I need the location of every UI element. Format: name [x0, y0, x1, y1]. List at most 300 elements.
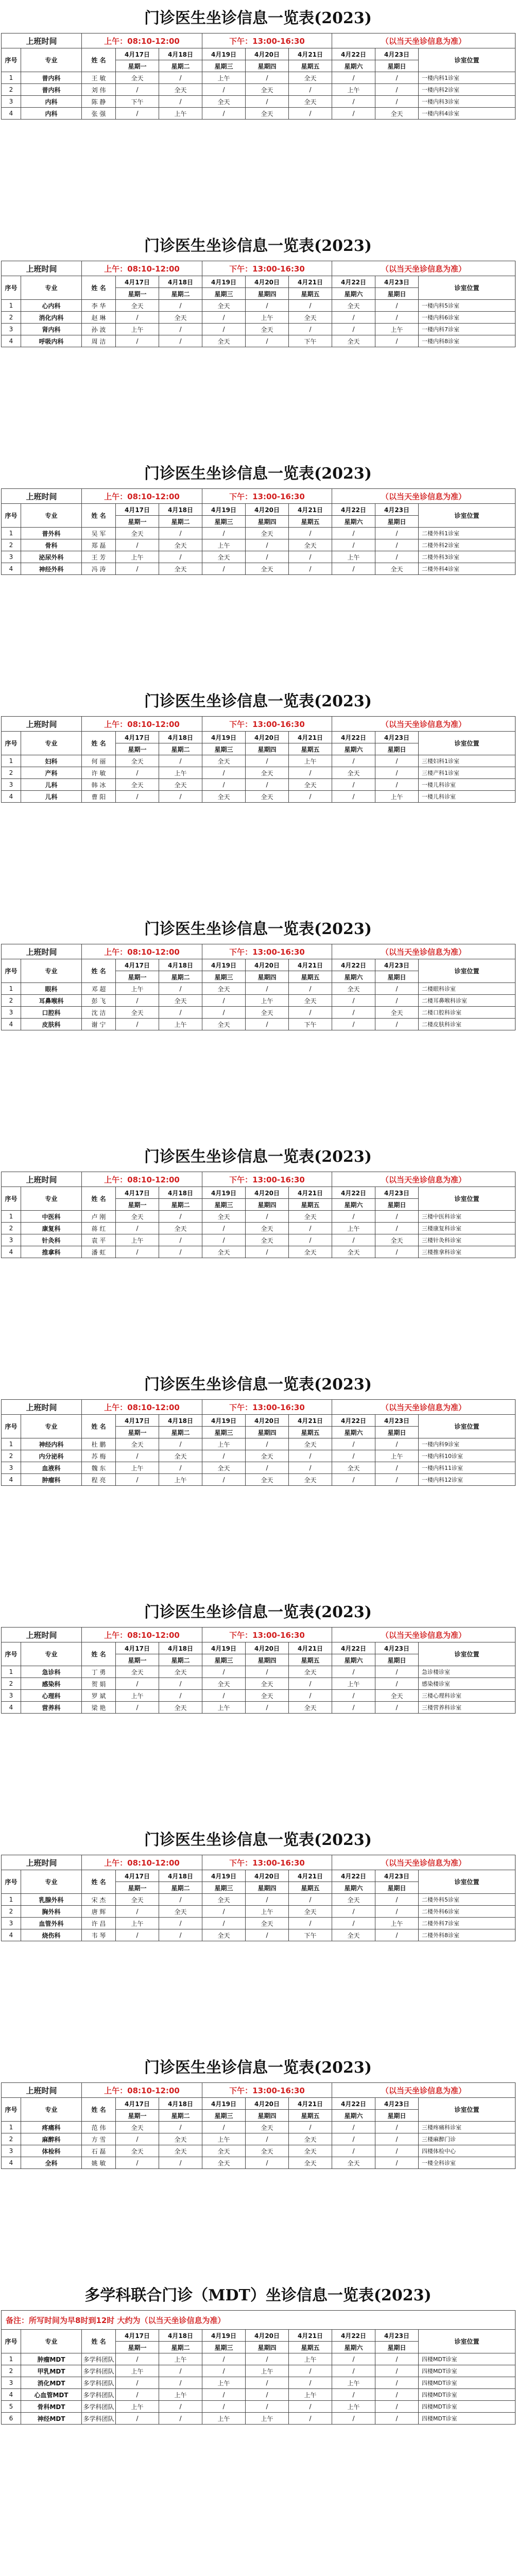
row-room: 一楼内科2诊室: [419, 84, 515, 96]
schedule-cell: 下午: [289, 1019, 332, 1030]
date-header: 4月23日: [375, 2330, 419, 2342]
schedule-cell: 全天: [202, 551, 246, 563]
schedule-cell: 上午: [375, 1450, 419, 1462]
row-room: 一楼儿科诊室: [419, 779, 515, 791]
schedule-cell: 全天: [289, 96, 332, 108]
schedule-cell: 全天: [332, 1462, 375, 1474]
schedule-cell: 全天: [332, 767, 375, 779]
weekday-header: 星期三: [202, 2110, 246, 2122]
hours-row: [2, 1172, 515, 1187]
hours-row: [2, 717, 515, 732]
schedule-cell: /: [332, 1019, 375, 1030]
table-row: [2, 1019, 515, 1030]
col-no-header: 序号: [2, 1415, 21, 1438]
col-room-header: 诊室位置: [419, 1415, 515, 1438]
schedule-cell: /: [289, 1690, 332, 1702]
col-name-header: 姓 名: [82, 1415, 116, 1438]
row-room: 二楼眼科诊室: [419, 983, 515, 995]
date-header: 4月21日: [289, 504, 332, 516]
schedule-cell: /: [246, 1894, 289, 1906]
schedule-cell: /: [202, 2389, 246, 2401]
col-no-header: 序号: [2, 2098, 21, 2122]
row-name: 曹 阳: [82, 791, 116, 803]
schedule-cell: /: [202, 1666, 246, 1678]
col-no-header: 序号: [2, 732, 21, 755]
table-row: [2, 2157, 515, 2169]
schedule-cell: /: [202, 1918, 246, 1929]
row-no: 1: [2, 1894, 21, 1906]
row-dept: 产科: [21, 767, 82, 779]
date-header: 4月20日: [246, 1415, 289, 1427]
row-room: 二楼外科7诊室: [419, 1918, 515, 1929]
row-name: 贺 娟: [82, 1678, 116, 1690]
schedule-cell: /: [246, 96, 289, 108]
row-room: 四楼体检中心: [419, 2145, 515, 2157]
table-row: [2, 528, 515, 539]
row-no: 3: [2, 2377, 21, 2389]
weekday-header: 星期一: [116, 288, 159, 300]
schedule-cell: /: [116, 2377, 159, 2389]
row-no: 1: [2, 1666, 21, 1678]
schedule-cell: 上午: [246, 1906, 289, 1918]
row-dept: 呼吸内科: [21, 335, 82, 347]
date-header: 4月21日: [289, 276, 332, 288]
schedule-cell: /: [332, 2122, 375, 2133]
row-dept: 口腔科: [21, 1007, 82, 1019]
row-no: 1: [2, 755, 21, 767]
schedule-cell: /: [246, 2389, 289, 2401]
col-room-header: 诊室位置: [419, 2098, 515, 2122]
schedule-cell: 全天: [289, 2157, 332, 2169]
date-header: 4月23日: [375, 2098, 419, 2110]
schedule-cell: /: [289, 767, 332, 779]
schedule-cell: /: [202, 1690, 246, 1702]
weekday-header: 星期六: [332, 743, 375, 755]
schedule-cell: 上午: [202, 2413, 246, 2425]
row-no: 5: [2, 2401, 21, 2413]
schedule-cell: 全天: [289, 1438, 332, 1450]
schedule-cell: 全天: [202, 755, 246, 767]
weekday-header: 星期日: [375, 743, 419, 755]
row-room: 二楼口腔科诊室: [419, 1007, 515, 1019]
hours-row: [2, 1628, 515, 1642]
row-dept: 儿科: [21, 779, 82, 791]
schedule-cell: /: [246, 2157, 289, 2169]
schedule-cell: /: [246, 2377, 289, 2389]
schedule-cell: 全天: [246, 2122, 289, 2133]
schedule-cell: 全天: [116, 779, 159, 791]
hours-row: [2, 33, 515, 48]
row-no: 4: [2, 1474, 21, 1486]
col-room-header: 诊室位置: [419, 1642, 515, 1666]
schedule-cell: 全天: [246, 1450, 289, 1462]
schedule-cell: /: [332, 1234, 375, 1246]
am-hours: 上午：08:10-12:00: [82, 261, 202, 276]
schedule-cell: /: [202, 1906, 246, 1918]
row-no: 1: [2, 1438, 21, 1450]
schedule-cell: /: [202, 779, 246, 791]
weekday-header: 星期一: [116, 1882, 159, 1894]
schedule-cell: /: [375, 2122, 419, 2133]
block-spacer: [0, 803, 516, 911]
row-name: 方 雪: [82, 2133, 116, 2145]
row-no: 3: [2, 2145, 21, 2157]
table-row: [2, 2413, 515, 2425]
date-header: 4月20日: [246, 2098, 289, 2110]
weekday-header: 星期二: [159, 288, 202, 300]
schedule-cell: /: [246, 335, 289, 347]
schedule-cell: /: [202, 324, 246, 335]
row-no: 6: [2, 2413, 21, 2425]
date-header: 4月17日: [116, 1870, 159, 1882]
date-header: 4月22日: [332, 732, 375, 743]
schedule-cell: /: [246, 1211, 289, 1223]
date-header: 4月18日: [159, 2098, 202, 2110]
weekday-header: 星期六: [332, 1882, 375, 1894]
hours-label: 上班时间: [2, 1628, 82, 1642]
date-header: 4月19日: [202, 1870, 246, 1882]
schedule-cell: /: [332, 1690, 375, 1702]
row-room: 二楼耳鼻喉科诊室: [419, 995, 515, 1007]
hours-row: [2, 2083, 515, 2098]
schedule-cell: 全天: [116, 1211, 159, 1223]
weekday-header: 星期日: [375, 288, 419, 300]
row-name: 谢 宁: [82, 1019, 116, 1030]
schedule-cell: /: [289, 983, 332, 995]
row-no: 4: [2, 1929, 21, 1941]
weekday-header: 星期二: [159, 2110, 202, 2122]
row-name: 唐 辉: [82, 1906, 116, 1918]
schedule-cell: /: [202, 84, 246, 96]
schedule-table: [1, 1855, 515, 1941]
table-row: [2, 2133, 515, 2145]
weekday-header: 星期三: [202, 1427, 246, 1438]
weekday-header: 星期六: [332, 971, 375, 983]
schedule-block: [0, 1139, 516, 1258]
row-no: 3: [2, 779, 21, 791]
row-no: 4: [2, 791, 21, 803]
date-header: 4月17日: [116, 1187, 159, 1199]
am-hours: 上午：08:10-12:00: [82, 1172, 202, 1187]
date-header: 4月18日: [159, 276, 202, 288]
schedule-cell: /: [375, 2133, 419, 2145]
schedule-cell: 上午: [116, 1690, 159, 1702]
table-row: [2, 1906, 515, 1918]
weekday-header: 星期五: [289, 1427, 332, 1438]
schedule-cell: 全天: [202, 1019, 246, 1030]
schedule-cell: /: [332, 1450, 375, 1462]
row-room: 一楼内科5诊室: [419, 300, 515, 312]
schedule-cell: 上午: [116, 1918, 159, 1929]
table-row: [2, 1450, 515, 1462]
row-no: 2: [2, 995, 21, 1007]
pm-hours: 下午：13:00-16:30: [202, 1628, 332, 1642]
schedule-cell: /: [289, 1894, 332, 1906]
schedule-block: [0, 0, 516, 120]
weekday-header: 星期日: [375, 1427, 419, 1438]
am-hours: 上午：08:10-12:00: [82, 944, 202, 959]
hours-label: 上班时间: [2, 1172, 82, 1187]
date-header: 4月18日: [159, 1642, 202, 1654]
row-no: 3: [2, 96, 21, 108]
schedule-cell: 全天: [246, 1690, 289, 1702]
schedule-cell: 全天: [332, 1894, 375, 1906]
table-row: [2, 1211, 515, 1223]
schedule-cell: 全天: [202, 1211, 246, 1223]
table-row: [2, 300, 515, 312]
schedule-cell: 全天: [202, 300, 246, 312]
row-dept: 肿瘤科: [21, 1474, 82, 1486]
schedule-cell: /: [332, 96, 375, 108]
date-header: 4月19日: [202, 2330, 246, 2342]
schedule-cell: /: [289, 1223, 332, 1234]
schedule-cell: 上午: [116, 2365, 159, 2377]
col-name-header: 姓 名: [82, 1870, 116, 1894]
schedule-cell: 全天: [375, 1007, 419, 1019]
date-header: 4月22日: [332, 504, 375, 516]
table-row: [2, 983, 515, 995]
schedule-cell: 全天: [289, 2145, 332, 2157]
col-dept-header: 专业: [21, 1187, 82, 1211]
row-name: 孙 波: [82, 324, 116, 335]
weekday-header: 星期四: [246, 288, 289, 300]
schedule-cell: /: [202, 2122, 246, 2133]
schedule-block: [0, 2277, 516, 2425]
schedule-cell: /: [332, 324, 375, 335]
weekday-header: 星期四: [246, 1427, 289, 1438]
table-row: [2, 2401, 515, 2413]
pm-hours: 下午：13:00-16:30: [202, 944, 332, 959]
schedule-cell: 上午: [116, 1234, 159, 1246]
row-no: 4: [2, 1702, 21, 1714]
schedule-cell: /: [375, 2377, 419, 2389]
pm-hours: 下午：13:00-16:30: [202, 1855, 332, 1870]
schedule-cell: /: [332, 2365, 375, 2377]
table-row: [2, 1438, 515, 1450]
weekday-header: 星期一: [116, 971, 159, 983]
schedule-cell: 上午: [116, 983, 159, 995]
schedule-cell: /: [159, 2413, 202, 2425]
weekday-header: 星期六: [332, 288, 375, 300]
hours-row: [2, 489, 515, 504]
row-name: 张 强: [82, 108, 116, 120]
schedule-cell: /: [332, 1666, 375, 1678]
schedule-cell: /: [202, 2365, 246, 2377]
row-room: 一楼儿科诊室: [419, 791, 515, 803]
row-no: 2: [2, 767, 21, 779]
date-header: 4月18日: [159, 1870, 202, 1882]
row-dept: 肿瘤MDT: [21, 2353, 82, 2365]
row-no: 3: [2, 551, 21, 563]
col-room-header: 诊室位置: [419, 2330, 515, 2353]
schedule-cell: /: [116, 563, 159, 575]
schedule-cell: 全天: [289, 1246, 332, 1258]
schedule-cell: /: [332, 755, 375, 767]
hours-note: （以当天坐诊信息为准）: [332, 2083, 515, 2098]
schedule-cell: /: [246, 1929, 289, 1941]
schedule-cell: /: [116, 767, 159, 779]
row-room: 三楼疼痛科诊室: [419, 2122, 515, 2133]
weekday-header: 星期一: [116, 2342, 159, 2353]
row-room: 一楼内科6诊室: [419, 312, 515, 324]
pm-hours: 下午：13:00-16:30: [202, 2083, 332, 2098]
row-room: 二楼外科3诊室: [419, 551, 515, 563]
row-no: 2: [2, 2365, 21, 2377]
schedule-cell: 全天: [159, 1450, 202, 1462]
schedule-cell: /: [375, 2389, 419, 2401]
schedule-cell: 全天: [116, 755, 159, 767]
weekday-header: 星期二: [159, 1427, 202, 1438]
schedule-cell: /: [375, 539, 419, 551]
schedule-cell: /: [116, 2413, 159, 2425]
col-dept-header: 专业: [21, 732, 82, 755]
schedule-cell: /: [202, 563, 246, 575]
date-header: 4月23日: [375, 1870, 419, 1882]
weekday-header: 星期日: [375, 2342, 419, 2353]
schedule-cell: 上午: [375, 324, 419, 335]
row-name: 刘 伟: [82, 84, 116, 96]
schedule-cell: 全天: [159, 1666, 202, 1678]
hours-note: （以当天坐诊信息为准）: [332, 261, 515, 276]
row-room: 二楼外科5诊室: [419, 1894, 515, 1906]
row-name: 周 洁: [82, 335, 116, 347]
header-row-dates: [2, 276, 515, 288]
schedule-cell: 全天: [159, 539, 202, 551]
table-row: [2, 312, 515, 324]
schedule-cell: 全天: [202, 335, 246, 347]
row-name: 罗 斌: [82, 1690, 116, 1702]
schedule-cell: 全天: [159, 1702, 202, 1714]
hours-label: 上班时间: [2, 944, 82, 959]
schedule-cell: 全天: [246, 1223, 289, 1234]
col-no-header: 序号: [2, 1642, 21, 1666]
weekday-header: 星期六: [332, 516, 375, 528]
hours-note: （以当天坐诊信息为准）: [332, 33, 515, 48]
row-name: 王 芳: [82, 551, 116, 563]
schedule-table: [1, 716, 515, 803]
schedule-cell: 全天: [246, 767, 289, 779]
col-dept-header: 专业: [21, 48, 82, 72]
row-no: 1: [2, 2122, 21, 2133]
col-dept-header: 专业: [21, 1415, 82, 1438]
col-room-header: 诊室位置: [419, 732, 515, 755]
schedule-cell: 上午: [332, 1678, 375, 1690]
schedule-cell: /: [246, 1702, 289, 1714]
schedule-cell: /: [332, 1906, 375, 1918]
row-dept: 眼科: [21, 983, 82, 995]
weekday-header: 星期三: [202, 971, 246, 983]
hours-row: [2, 261, 515, 276]
schedule-cell: /: [246, 1019, 289, 1030]
header-row-dates: [2, 2330, 515, 2342]
schedule-cell: /: [332, 791, 375, 803]
date-header: 4月19日: [202, 2098, 246, 2110]
weekday-header: 星期三: [202, 743, 246, 755]
row-dept: 血管外科: [21, 1918, 82, 1929]
hours-note: （以当天坐诊信息为准）: [332, 944, 515, 959]
block-title: 门诊医生坐诊信息一览表(2023): [144, 1603, 372, 1621]
row-room: 一楼内科7诊室: [419, 324, 515, 335]
date-header: 4月17日: [116, 959, 159, 971]
date-header: 4月21日: [289, 1187, 332, 1199]
schedule-cell: /: [375, 1678, 419, 1690]
schedule-cell: 上午: [375, 791, 419, 803]
schedule-cell: /: [246, 539, 289, 551]
row-name: 陈 静: [82, 96, 116, 108]
schedule-cell: 全天: [332, 300, 375, 312]
hours-note: （以当天坐诊信息为准）: [332, 1628, 515, 1642]
row-no: 2: [2, 1906, 21, 1918]
schedule-cell: 全天: [289, 1211, 332, 1223]
schedule-cell: /: [375, 1019, 419, 1030]
schedule-cell: /: [375, 2157, 419, 2169]
row-no: 3: [2, 1007, 21, 1019]
block-title: 门诊医生坐诊信息一览表(2023): [144, 920, 372, 938]
table-row: [2, 2353, 515, 2365]
schedule-cell: 上午: [246, 2365, 289, 2377]
table-row: [2, 995, 515, 1007]
row-name: 宋 杰: [82, 1894, 116, 1906]
date-header: 4月22日: [332, 2330, 375, 2342]
row-dept: 心血管MDT: [21, 2389, 82, 2401]
block-title: 门诊医生坐诊信息一览表(2023): [144, 1376, 372, 1394]
row-no: 2: [2, 2133, 21, 2145]
row-dept: 神经MDT: [21, 2413, 82, 2425]
hours-note: （以当天坐诊信息为准）: [332, 1855, 515, 1870]
schedule-cell: /: [375, 1666, 419, 1678]
schedule-cell: /: [159, 1690, 202, 1702]
header-row-dates: [2, 1870, 515, 1882]
pm-hours: 下午：13:00-16:30: [202, 489, 332, 504]
row-room: 三楼推拿科诊室: [419, 1246, 515, 1258]
schedule-cell: /: [375, 755, 419, 767]
block-spacer: [0, 1714, 516, 1822]
schedule-cell: /: [116, 1450, 159, 1462]
row-dept: 烧伤科: [21, 1929, 82, 1941]
schedule-cell: /: [332, 2413, 375, 2425]
col-name-header: 姓 名: [82, 48, 116, 72]
row-room: 四楼MDT诊室: [419, 2401, 515, 2413]
row-dept: 感染科: [21, 1678, 82, 1690]
schedule-cell: 全天: [202, 1462, 246, 1474]
schedule-cell: /: [246, 1666, 289, 1678]
schedule-cell: /: [246, 779, 289, 791]
weekday-header: 星期三: [202, 2342, 246, 2353]
col-no-header: 序号: [2, 48, 21, 72]
date-header: 4月17日: [116, 2098, 159, 2110]
schedule-cell: 上午: [159, 1019, 202, 1030]
row-no: 1: [2, 300, 21, 312]
weekday-header: 星期四: [246, 1199, 289, 1211]
row-name: 程 亮: [82, 1474, 116, 1486]
schedule-cell: /: [159, 1211, 202, 1223]
date-header: 4月23日: [375, 959, 419, 971]
date-header: 4月18日: [159, 2330, 202, 2342]
row-name: 范 伟: [82, 2122, 116, 2133]
weekday-header: 星期日: [375, 516, 419, 528]
row-no: 1: [2, 72, 21, 84]
row-dept: 骨科: [21, 539, 82, 551]
block-title: 门诊医生坐诊信息一览表(2023): [144, 692, 372, 710]
schedule-cell: /: [159, 2122, 202, 2133]
weekday-header: 星期一: [116, 2110, 159, 2122]
schedule-cell: 全天: [375, 108, 419, 120]
row-no: 4: [2, 2157, 21, 2169]
schedule-cell: /: [289, 324, 332, 335]
row-name: 卢 刚: [82, 1211, 116, 1223]
weekday-header: 星期五: [289, 516, 332, 528]
schedule-cell: /: [159, 528, 202, 539]
